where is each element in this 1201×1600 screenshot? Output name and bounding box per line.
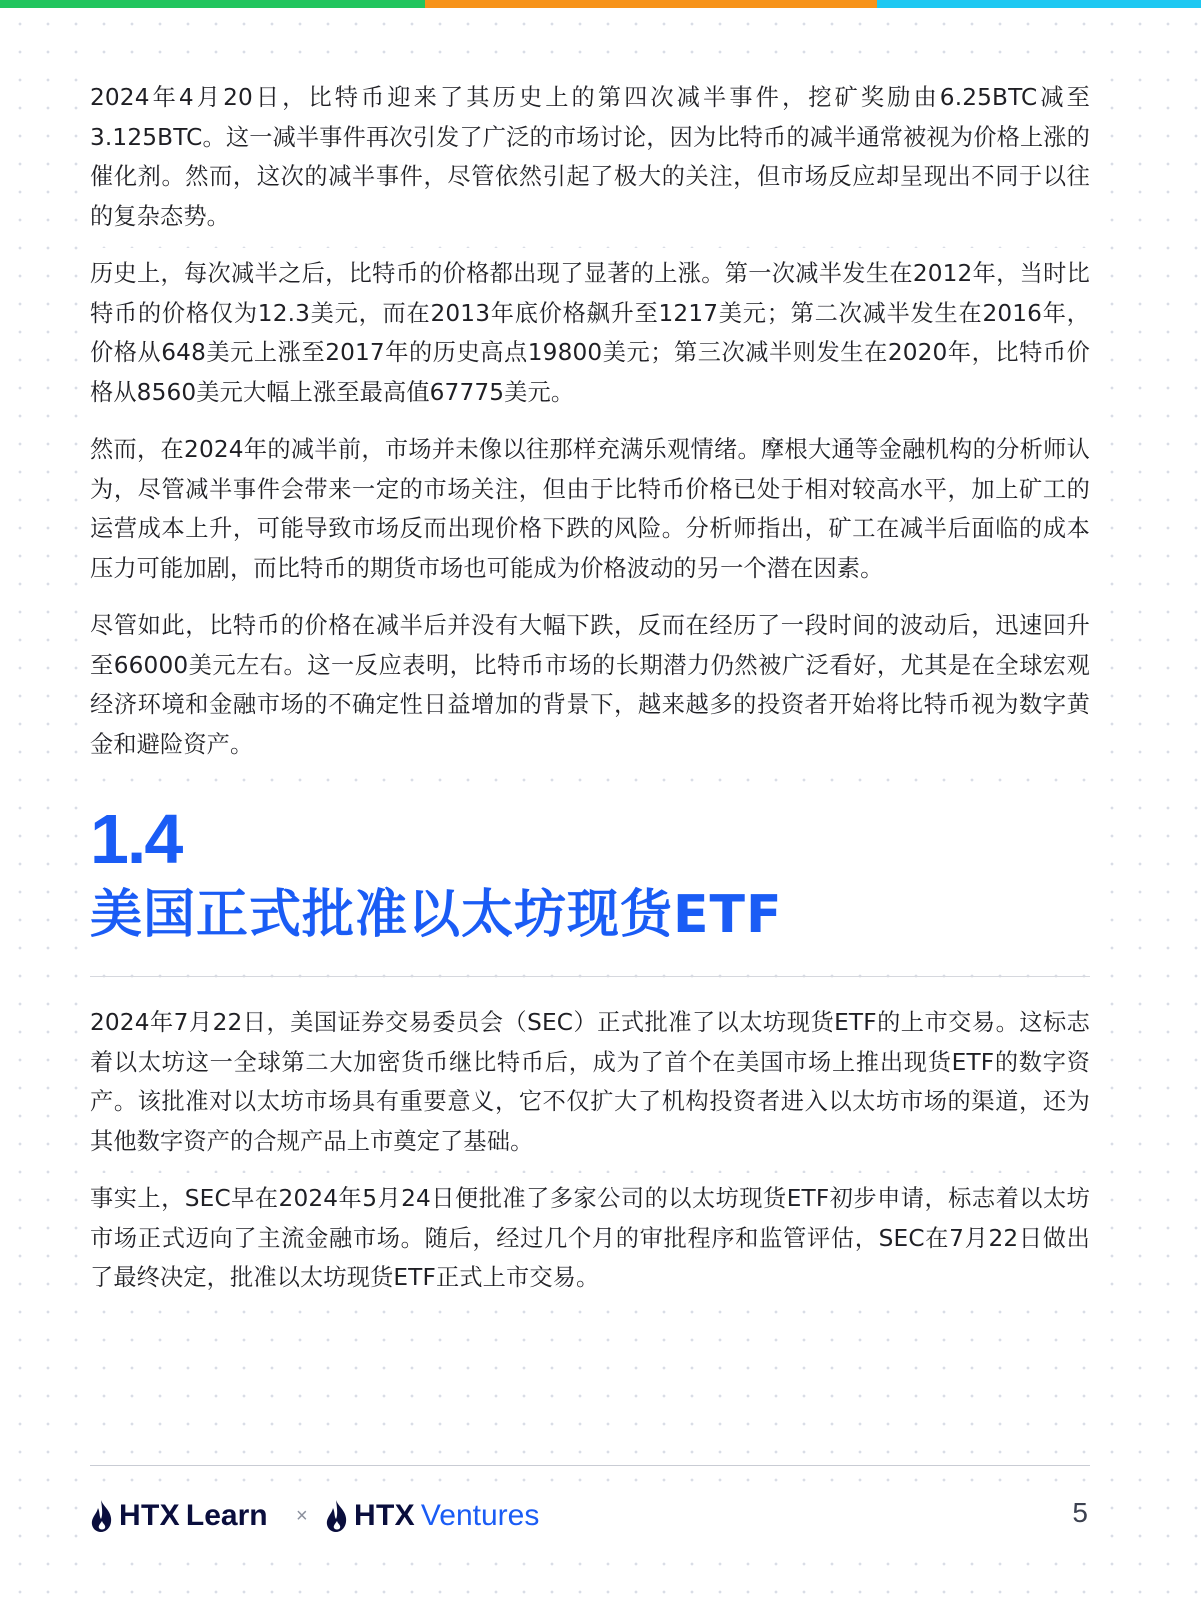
footer-divider xyxy=(90,1465,1090,1466)
brand-name: HTX xyxy=(119,1499,180,1532)
paragraph: 2024年4月20日，比特币迎来了其历史上的第四次减半事件，挖矿奖励由6.25BTC减至3.125BTC。这一减半事件再次引发了广泛的市场讨论，因为比特币的减半通常被视为价格上涨的催化剂。然而，这次的减半事件，尽管依然引起了极大的关注，但市场反应却呈现出不同于以往的复杂态势。 xyxy=(90,78,1090,236)
top-bar-cyan-segment xyxy=(877,0,1201,8)
brand-name: HTX xyxy=(354,1499,415,1532)
section-title: 美国正式批准以太坊现货ETF xyxy=(90,885,783,945)
paragraph: 事实上，SEC早在2024年5月24日便批准了多家公司的以太坊现货ETF初步申请，标志着以太坊市场正式迈向了主流金融市场。随后，经过几个月的审批程序和监管评估，SEC在7月22日做出了最终决定，批准以太坊现货ETF正式上市交易。 xyxy=(90,1179,1090,1298)
paragraph: 2024年7月22日，美国证券交易委员会（SEC）正式批准了以太坊现货ETF的上市交易。这标志着以太坊这一全球第二大加密货币继比特币后，成为了首个在美国市场上推出现货ETF的数字资产。该批准对以太坊市场具有重要意义，它不仅扩大了机构投资者进入以太坊市场的渠道，还为其他数字资产的合规产品上市奠定了基础。 xyxy=(90,1003,1090,1161)
top-color-bar xyxy=(0,0,1201,8)
page-number: 5 xyxy=(1072,1497,1088,1528)
footer xyxy=(90,1492,1090,1540)
htx-learn-logo xyxy=(90,1492,268,1540)
paragraph: 尽管如此，比特币的价格在减半后并没有大幅下跌，反而在经历了一段时间的波动后，迅速回升至66000美元左右。这一反应表明，比特币市场的长期潜力仍然被广泛看好，尤其是在全球宏观经济环境和金融市场的不确定性日益增加的背景下，越来越多的投资者开始将比特币视为数字黄金和避险资产。 xyxy=(90,606,1090,764)
paragraph: 历史上，每次减半之后，比特币的价格都出现了显著的上涨。第一次减半发生在2012年，当时比特币的价格仅为12.3美元，而在2013年底价格飙升至1217美元；第二次减半发生在2016年，价格从648美元上涨至2017年的历史高点19800美元；第三次减半则发生在2020年，比特币价格从8560美元大幅上涨至最高值67775美元。 xyxy=(90,254,1090,412)
section-heading xyxy=(90,798,1090,950)
brand-sub: Ventures xyxy=(420,1499,540,1532)
paragraph: 然而，在2024年的减半前，市场并未像以往那样充满乐观情绪。摩根大通等金融机构的分析师认为，尽管减半事件会带来一定的市场关注，但由于比特币价格已处于相对较高水平，加上矿工的运营成本上升，可能导致市场反而出现价格下跌的风险。分析师指出，矿工在减半后面临的成本压力可能加剧，而比特币的期货市场也可能成为价格波动的另一个潜在因素。 xyxy=(90,430,1090,588)
top-bar-green-segment xyxy=(0,0,425,8)
section-number: 1.4 xyxy=(90,800,182,878)
flame-icon xyxy=(90,1499,116,1533)
top-bar-orange-segment xyxy=(425,0,877,8)
page-content xyxy=(90,78,1090,1316)
brand-separator: × xyxy=(296,1505,308,1527)
htx-ventures-logo xyxy=(325,1492,539,1540)
flame-icon xyxy=(325,1499,351,1533)
brand-sub: Learn xyxy=(185,1499,268,1532)
section-divider xyxy=(90,976,1090,977)
